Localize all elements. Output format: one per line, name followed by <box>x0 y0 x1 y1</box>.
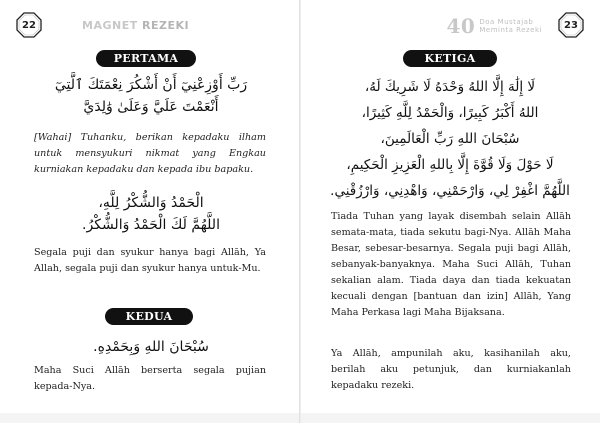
running-head-number: 40 <box>446 14 476 38</box>
page-number: 22 <box>22 19 36 31</box>
arabic-line: اللَّهُمَّ لَكَ الْحَمْدُ وَالشُّكْرُ. <box>82 217 220 233</box>
page-footer-ornament <box>301 413 600 423</box>
translation-ketiga-2: Ya Allāh, ampunilah aku, kasihanilah aku, berilah aku petunjuk, dan kurniakanlah kepadaku rezeki. <box>331 348 571 391</box>
arabic-line: أَنْعَمْتَ عَلَيَّ وَعَلَىٰ وَٰلِدَيَّ <box>83 99 219 115</box>
running-head <box>447 14 543 38</box>
translation-ketiga-1: Tiada Tuhan yang layak disembah selain Allāh semata-mata, tiada sekutu bagi-Nya. Allāh Maha Besar, sebesar-besarnya. Segala puji bagi Allāh, sebanyak-banyaknya. Maha Suci Allāh, Tuhan sekalian alam. Tiada daya dan tiada kekuatan kecuali dengan [bantuan dan izin] Allāh, Yang Maha Perkasa lagi Maha Bijaksana. <box>331 211 571 318</box>
running-head: MAGNET REZEKI <box>82 19 190 32</box>
section-label-kedua: KEDUA <box>105 308 193 325</box>
arabic-line: اللهُ أَكْبَرُ كَبِيرًا، وَالْحَمْدُ لِلَّهِ كَثِيرًا، <box>361 105 539 121</box>
dua-arabic-1 <box>40 74 262 118</box>
page-number-badge <box>558 12 584 38</box>
section-label-pertama: PERTAMA <box>96 50 196 67</box>
page-number-badge <box>16 12 42 38</box>
arabic-line: رَبِّ أَوْزِعْنِيٓ أَنْ أَشْكُرَ نِعْمَتَكَ ٱلَّتِيٓ <box>54 77 248 93</box>
right-page <box>301 0 600 423</box>
page-footer-ornament <box>0 413 299 423</box>
arabic-line: لَا إِلَٰهَ إِلَّا اللهُ وَحْدَهُ لَا شَرِيكَ لَهُ، <box>364 79 536 95</box>
left-page <box>0 0 299 423</box>
dua-arabic-2 <box>40 192 262 236</box>
arabic-line: الْحَمْدُ وَالشُّكْرُ لِلَّهِ، <box>98 195 204 211</box>
section-label-ketiga: KETIGA <box>403 50 497 67</box>
arabic-line: لَا حَوْلَ وَلَا قُوَّةَ إِلَّا بِاللهِ الْعَزِيزِ الْحَكِيمِ، <box>346 157 554 173</box>
translation-2: Segala puji dan syukur hanya bagi Allāh, Ya Allah, segala puji dan syukur hanya untuk-Mu. <box>34 247 266 274</box>
arabic-line: سُبْحَانَ اللهِ رَبِّ الْعَالَمِينَ، <box>380 131 520 147</box>
translation-3: Maha Suci Allāh berserta segala pujian kepada-Nya. <box>34 365 266 392</box>
running-head-title: Doa Mustajab Meminta Rezeki <box>479 18 542 34</box>
arabic-line: اللَّهُمَّ اغْفِرْ لِي، وَارْحَمْنِي، وَاهْدِنِي، وَارْزُقْنِي. <box>330 183 570 199</box>
dua-arabic-3: سُبْحَانَ اللهِ وَبِحَمْدِهِ. <box>93 339 209 355</box>
dua-arabic-ketiga <box>325 74 575 204</box>
page-number: 23 <box>564 19 578 31</box>
translation-1: [Wahai] Tuhanku, berikan kepadaku ilham untuk mensyukuri nikmat yang Engkau kurniakan kepadaku dan kepada ibu bapaku. <box>34 132 266 175</box>
